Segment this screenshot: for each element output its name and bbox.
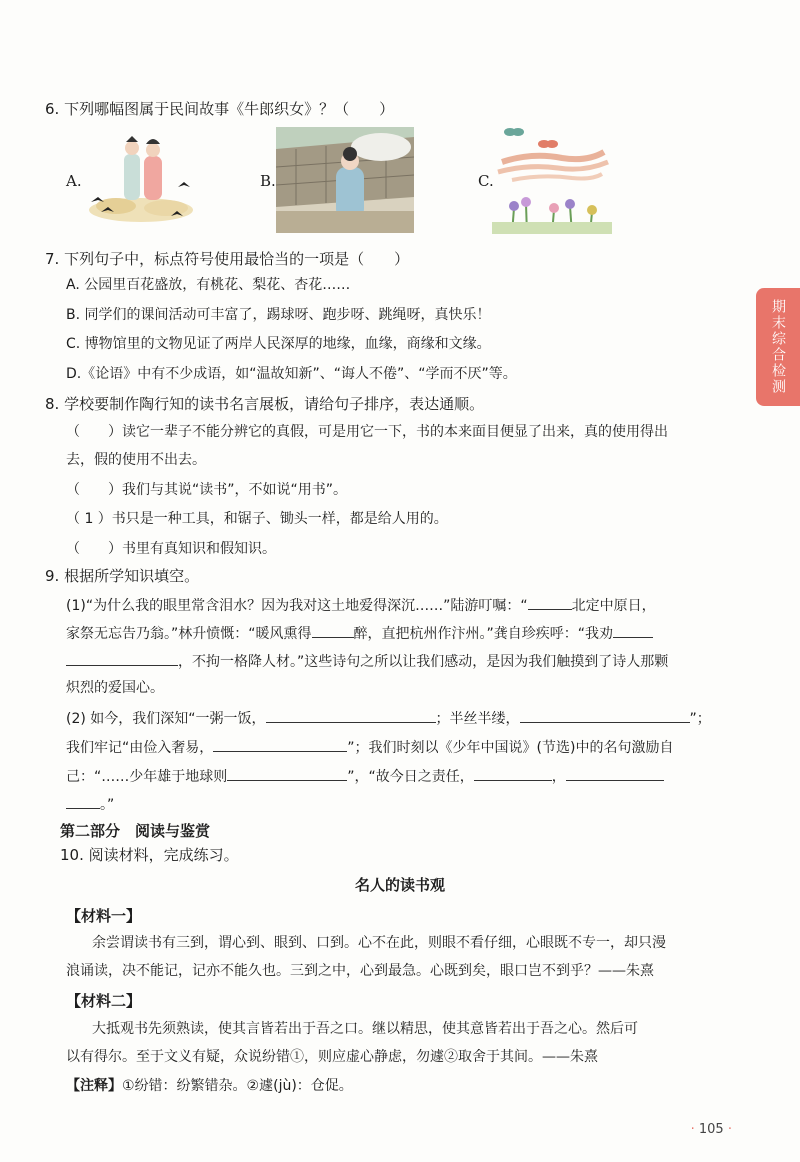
option-c-label: C. [478, 172, 494, 190]
blank[interactable] [528, 593, 572, 610]
page-number: · 105 · [690, 1122, 732, 1137]
q8-sentence-3: （ 1 ）书只是一种工具，和锯子、锄头一样，都是给人用的。 [66, 511, 448, 527]
question-6-stem: 6. 下列哪幅图属于民间故事《牛郎织女》？（ ） [45, 100, 395, 118]
q9-part2-line2: 我们牢记“由俭入奢易， ”；我们时刻以《少年中国说》(节选)中的名句激励自 [66, 735, 673, 759]
q7-option-a: A. 公园里百花盛放，有桃花、梨花、杏花…… [66, 277, 351, 293]
butterfly-left [504, 128, 524, 136]
q9-part2-line3: 己：“……少年雄于地球则 ”，“故今日之责任， ， [66, 764, 664, 788]
question-9-stem: 9. 根据所学知识填空。 [45, 567, 200, 585]
blank[interactable] [227, 764, 347, 781]
blank[interactable] [474, 764, 552, 781]
material-1-label: 【材料一】 [66, 907, 142, 925]
annotation-text: ①纷错：纷繁错杂。②遽(jù)：仓促。 [122, 1078, 353, 1094]
material-2-line2: 以有得尔。至于文义有疑，众说纷错①，则应虚心静虑，勿遽②取舍于其间。——朱熹 [66, 1049, 598, 1065]
blank[interactable] [312, 621, 354, 638]
blank[interactable] [213, 735, 347, 752]
option-c-image [492, 122, 612, 234]
q9-part1-line3: ，不拘一格降人材。”这些诗句之所以让我们感动，是因为我们触摸到了诗人那颗 [66, 649, 668, 673]
blank[interactable] [566, 764, 664, 781]
option-b-label: B. [260, 172, 276, 190]
part-2-heading: 第二部分 阅读与鉴赏 [60, 822, 211, 840]
question-8-stem: 8. 学校要制作陶行知的读书名言展板，请给句子排序，表达通顺。 [45, 395, 485, 413]
material-2-label: 【材料二】 [66, 992, 142, 1010]
annotation-label: 【注释】 [66, 1078, 122, 1094]
question-10-stem: 10. 阅读材料，完成练习。 [60, 846, 239, 864]
option-a-image [86, 132, 196, 224]
q7-option-b: B. 同学们的课间活动可丰富了，踢球呀、跑步呀、跳绳呀，真快乐！ [66, 307, 491, 323]
blank[interactable] [66, 649, 178, 666]
q8-sentence-1: （ ）读它一辈子不能分辨它的真假，可是用它一下，书的本来面目便显了出来，真的使用得出 [66, 424, 668, 440]
q7-option-c: C. 博物馆里的文物见证了两岸人民深厚的地缘，血缘，商缘和文缘。 [66, 336, 491, 352]
option-a-label: A. [66, 172, 82, 190]
material-2-line1: 大抵观书先须熟读，使其言皆若出于吾之口。继以精思，使其意皆若出于吾之心。然后可 [92, 1021, 638, 1037]
material-1-line2: 浪诵读，决不能记，记亦不能久也。三到之中，心到最急。心既到矣，眼口岂不到乎？——朱熹 [66, 963, 654, 979]
blank[interactable] [66, 792, 100, 809]
q8-sentence-2: （ ）我们与其说“读书”，不如说“用书”。 [66, 482, 348, 498]
reading-title: 名人的读书观 [354, 876, 445, 894]
annotation [66, 1075, 353, 1097]
q8-sentence-1-cont: 去，假的使用不出去。 [66, 452, 206, 468]
q8-sentence-4: （ ）书里有真知识和假知识。 [66, 541, 276, 557]
q9-part2-line4: 。” [66, 792, 114, 816]
blank[interactable] [613, 621, 653, 638]
q9-part1-line4: 炽烈的爱国心。 [66, 680, 164, 696]
material-1-line1: 余尝谓读书有三到，谓心到、眼到、口到。心不在此，则眼不看仔细，心眼既不专一，却只漫 [92, 935, 666, 951]
question-7-stem: 7. 下列句子中，标点符号使用最恰当的一项是（ ） [45, 250, 410, 268]
q9-part1-line2: 家祭无忘告乃翁。”林升愤慨：“暖风熏得 醉，直把杭州作汴州。”龚自珍疾呼：“我劝 [66, 621, 653, 645]
side-tab: 期末综合检测 [756, 288, 800, 406]
blank[interactable] [520, 706, 690, 723]
q9-part2-line1: (2) 如今，我们深知“一粥一饭， ；半丝半缕， ”； [66, 706, 711, 730]
q9-part1-line1: (1)“为什么我的眼里常含泪水？因为我对这土地爱得深沉……”陆游叮嘱：“ 北定中原日， [66, 593, 656, 617]
blank[interactable] [266, 706, 436, 723]
q7-option-d: D.《论语》中有不少成语，如“温故知新”、“诲人不倦”、“学而不厌”等。 [66, 366, 517, 382]
option-b-image [276, 127, 414, 233]
